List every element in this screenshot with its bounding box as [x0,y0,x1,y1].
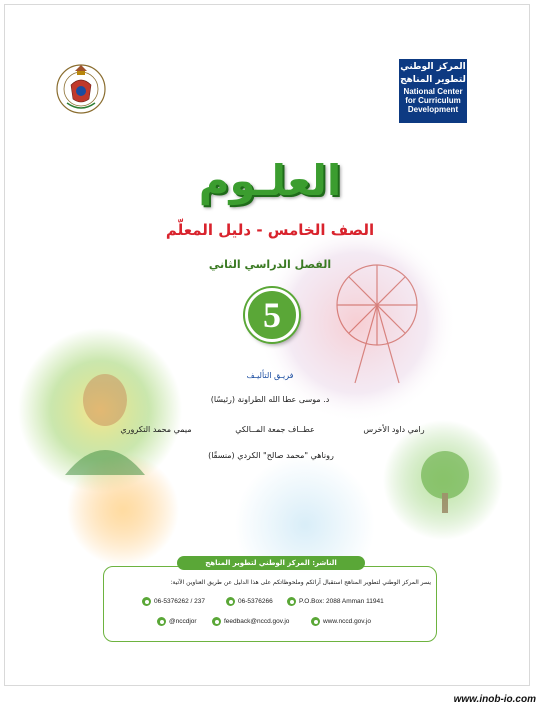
nccd-logo-english-line2: for Curriculum [405,96,461,105]
mailbox-icon [287,597,296,606]
author-lead: د. موسى عطا الله الطراونة (رئيسًا) [210,395,330,404]
email-icon [212,617,221,626]
nccd-logo-english [399,87,467,114]
grade-title: الصف الخامس - دليل المعلّم [165,221,375,239]
phone-icon [142,597,151,606]
site-watermark: www.inob-io.com [453,694,536,705]
contact-pobox-text: P.O.Box: 2088 Amman 11941 [299,598,384,605]
book-cover [4,4,530,686]
contact-website-text[interactable]: www.nccd.gov.jo [323,618,371,625]
authors-heading: فريـق التأليـف [246,371,294,380]
contact-website[interactable] [311,617,371,626]
semester-label: الفصل الدراسي الثاني [208,258,332,271]
nccd-logo-arabic-line1: المركز الوطني [400,62,466,72]
author-member-3: ميمي محمد التكروري [120,425,192,434]
author-member-1: رامي داود الأخرس [363,425,425,434]
author-member-2: عطــاف جمعة المــالكي [235,425,315,434]
contact-pobox [287,597,384,606]
contact-phone-text: 06-5376262 / 237 [154,598,205,605]
fax-icon [226,597,235,606]
publisher-intro: يسر المركز الوطني لتطوير المناهج استقبال آرائكم وملحوظاتكم على هذا الدليل عن طريق العناوين الآتية: [170,579,431,586]
publisher-label: الناشر: المركز الوطني لتطوير المناهج [177,556,365,570]
nccd-logo-english-line1: National Center [403,87,463,96]
contact-fax [226,597,273,606]
nccd-logo [399,59,467,123]
nccd-logo-arabic-line2: لتطوير المناهج [400,75,466,85]
facebook-icon [157,617,166,626]
contact-fax-text: 06-5376266 [238,598,273,605]
contact-email[interactable] [212,617,289,626]
contact-phone [142,597,205,606]
globe-icon [311,617,320,626]
author-coordinator: روناهي "محمد صالح" الكردي (منسقًا) [208,451,334,460]
subject-title: العلـوم [198,156,342,205]
grade-number-badge: 5 [245,288,299,342]
contact-email-text[interactable]: feedback@nccd.gov.jo [224,618,290,625]
contact-facebook-text[interactable]: @nccdjor [169,618,197,625]
jordan-ministry-emblem [55,59,107,121]
nccd-logo-english-line3: Development [407,105,459,114]
contact-facebook[interactable] [157,617,197,626]
